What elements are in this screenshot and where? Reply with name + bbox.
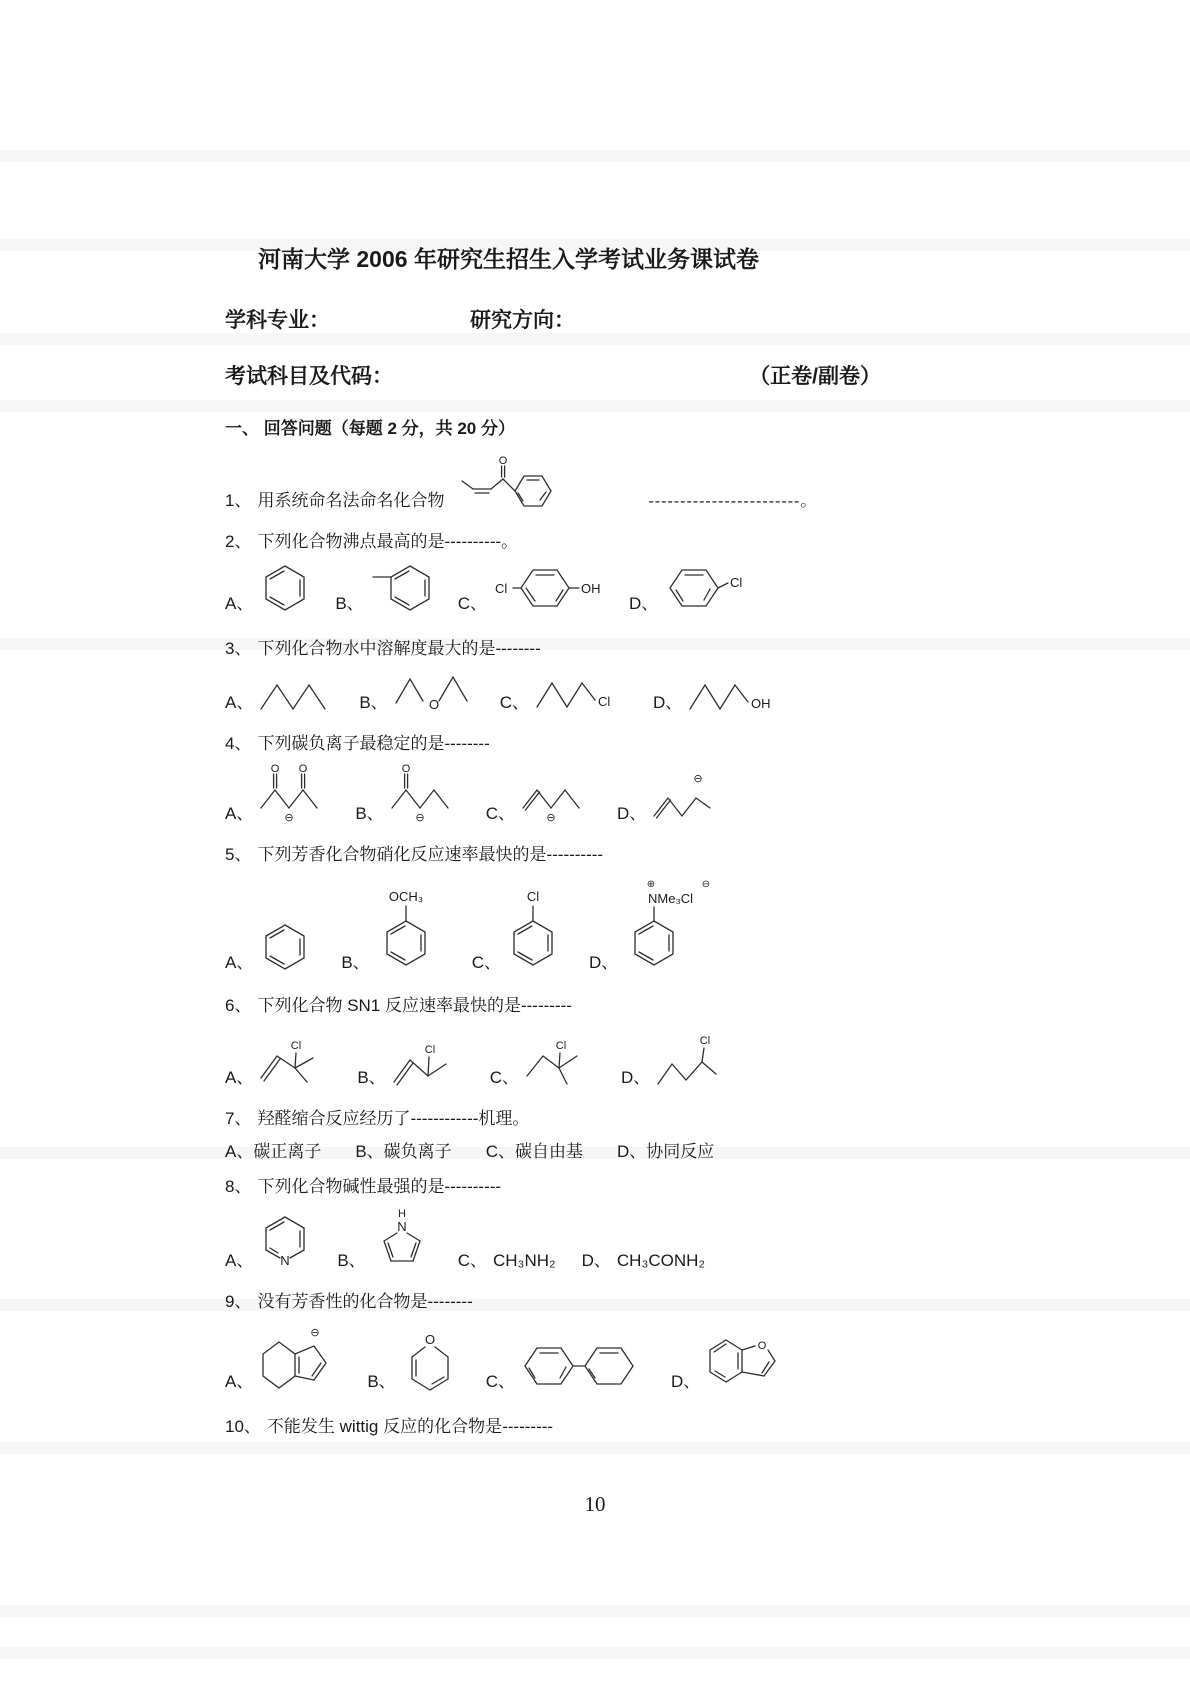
option-a: A、 ⊖ xyxy=(225,1326,339,1392)
option-d: D、 CH₃CONH₂ xyxy=(581,1251,706,1270)
question-1-text: 1、 用系统命名法命名化合物 xyxy=(225,491,445,510)
structure-chlorobutane xyxy=(535,673,623,713)
section-heading: 一、 回答问题（每题 2 分，共 20 分） xyxy=(225,419,515,438)
option-label-d: D、 xyxy=(628,594,659,613)
option-c: C、 Cl xyxy=(500,673,623,713)
structure-pentane xyxy=(259,673,329,713)
minus-charge-icon: ⊖ xyxy=(702,879,711,890)
o-label: O xyxy=(401,764,410,775)
structure-pyrrole xyxy=(372,1207,432,1271)
question-3-text: 3、 下列化合物水中溶解度最大的是-------- xyxy=(225,639,541,658)
option-c: C、 Cl xyxy=(490,1026,585,1088)
oh-label: OH xyxy=(580,581,601,596)
o-label: O xyxy=(271,764,280,775)
option-b xyxy=(335,562,433,614)
question-3-options xyxy=(225,669,965,713)
minus-charge-icon: ⊖ xyxy=(284,812,294,824)
question-5-text: 5、 下列芳香化合物硝化反应速率最快的是---------- xyxy=(225,845,604,864)
option-d: D、协同反应 xyxy=(616,1142,715,1161)
h-label: H xyxy=(397,1208,406,1220)
question-7-text: 7、 羟醛缩合反应经历了------------机理。 xyxy=(225,1109,530,1128)
structure-chlorobenzene xyxy=(664,562,748,614)
structure-q1-phenyl-butenone xyxy=(458,453,556,511)
option-d: D、 OH xyxy=(653,673,780,713)
option-label-b: B、 xyxy=(335,594,364,613)
option-b: B、 OCH₃ xyxy=(341,887,441,973)
option-d: D、 ⊕ NMe₃Cl ⊖ xyxy=(589,875,716,973)
option-c: C、 xyxy=(486,1340,643,1392)
structure-chloromethyl-butene-tertiary-allylic xyxy=(259,1026,321,1088)
oh-label: OH xyxy=(751,696,771,711)
option-label-a: A、 xyxy=(225,594,254,613)
plus-charge-icon: ⊕ xyxy=(647,879,656,890)
question-1 xyxy=(225,453,965,511)
question-9-options xyxy=(225,1326,965,1392)
question-4-text: 4、 下列碳负离子最稳定的是-------- xyxy=(225,734,490,753)
n-label: N xyxy=(280,1253,291,1268)
option-c xyxy=(458,562,605,614)
option-c: C、 CH₃NH₂ xyxy=(457,1251,556,1270)
option-b: B、 O ⊖ xyxy=(355,764,451,824)
structure-anisole xyxy=(376,887,442,973)
option-c: C、碳自由基 xyxy=(485,1142,583,1161)
question-6-options xyxy=(225,1026,965,1088)
structure-diketone-carbanion xyxy=(259,764,321,824)
cl-label: Cl xyxy=(730,575,743,590)
o-label: O xyxy=(424,1332,435,1347)
structure-toluene xyxy=(370,562,434,614)
course-code-label: 考试科目及代码： xyxy=(225,365,393,388)
option-a: A、 Cl xyxy=(225,1026,321,1088)
question-5-options xyxy=(225,875,965,973)
methylamine-formula: CH₃NH₂ xyxy=(492,1251,556,1270)
page-number: 10 xyxy=(584,1492,606,1516)
subject-label: 学科专业： xyxy=(225,309,330,332)
cl-label: Cl xyxy=(700,1035,711,1047)
structure-benzene xyxy=(259,921,311,973)
cl-label: Cl xyxy=(526,889,540,904)
option-a: A、 O O ⊖ xyxy=(225,764,321,824)
option-d: D、 ⊖ xyxy=(617,768,718,824)
structure-ketone-carbanion xyxy=(390,764,452,824)
structure-pentenyl-carbanion xyxy=(652,768,718,824)
option-c: C、 ⊖ xyxy=(486,768,583,824)
question-10-text: 10、 不能发生 wittig 反应的化合物是--------- xyxy=(225,1417,554,1436)
structure-tetrahydroindenyl-anion xyxy=(259,1326,339,1392)
option-b: B、 Cl xyxy=(357,1026,453,1088)
structure-phenyl-cyclohexadiene xyxy=(521,1340,643,1392)
question-7-options xyxy=(225,1137,965,1162)
structure-chlorophenol xyxy=(493,562,605,614)
meta-row-2 xyxy=(225,360,965,390)
o-label: O xyxy=(499,455,508,467)
och3-label: OCH₃ xyxy=(388,889,423,904)
page-title: 河南大学 2006 年研究生招生入学考试业务课试卷 xyxy=(258,246,759,272)
option-b: B、碳负离子 xyxy=(355,1142,452,1161)
question-6-text: 6、 下列化合物 SN1 反应速率最快的是--------- xyxy=(225,996,572,1015)
question-9-text: 9、 没有芳香性的化合物是-------- xyxy=(225,1292,473,1311)
cl-label: Cl xyxy=(291,1040,302,1052)
option-d: D、 Cl xyxy=(621,1026,724,1088)
option-c: C、 Cl xyxy=(472,887,559,973)
option-b: B、 O xyxy=(367,1332,457,1392)
o-label: O xyxy=(428,697,439,712)
cl-label: Cl xyxy=(555,1040,567,1052)
structure-diethyl-ether xyxy=(394,669,470,713)
cl-label: Cl xyxy=(597,694,611,709)
question-2-options xyxy=(225,562,965,614)
structure-phenyltrimethylammonium-chloride xyxy=(624,875,716,973)
question-1-number: 1、 xyxy=(225,491,252,510)
scan-stripe xyxy=(0,1605,1190,1617)
o-label: O xyxy=(299,764,308,775)
structure-chlorobenzene-top xyxy=(507,887,559,973)
option-d xyxy=(629,562,748,614)
option-d: D、 O xyxy=(671,1332,786,1392)
structure-benzofuran xyxy=(706,1332,786,1392)
option-a xyxy=(225,562,311,614)
direction-label: 研究方向： xyxy=(470,309,575,332)
question-2-text: 2、 下列化合物沸点最高的是----------。 xyxy=(225,532,519,551)
structure-pyridine xyxy=(259,1213,311,1271)
question-1-blank: ------------------------。 xyxy=(648,493,818,510)
structure-pyran xyxy=(402,1332,458,1392)
option-a: A、碳正离子 xyxy=(225,1142,322,1161)
option-a: A、 N xyxy=(225,1213,311,1271)
acetamide-formula: CH₃CONH₂ xyxy=(616,1251,706,1270)
option-a: A、 xyxy=(225,921,311,973)
cl-label: Cl xyxy=(494,581,508,596)
structure-butanol xyxy=(688,673,780,713)
structure-chloropentane-secondary xyxy=(656,1026,724,1088)
minus-charge-icon: ⊖ xyxy=(310,1327,320,1339)
cl-label: Cl xyxy=(424,1044,435,1056)
minus-charge-icon: ⊖ xyxy=(693,773,703,785)
structure-allylic-carbanion xyxy=(521,768,583,824)
paper-type-label: （正卷/副卷） xyxy=(749,365,881,388)
minus-charge-icon: ⊖ xyxy=(546,812,556,824)
n-label: N xyxy=(396,1219,407,1234)
meta-row-1 xyxy=(225,304,965,334)
minus-charge-icon: ⊖ xyxy=(415,812,425,824)
nme3cl-label: NMe₃Cl xyxy=(648,891,694,906)
structure-benzene xyxy=(259,562,311,614)
structure-chloro-methylbutane-tertiary xyxy=(525,1026,585,1088)
scan-stripe xyxy=(0,1647,1190,1659)
option-b: B、 H N xyxy=(337,1207,431,1271)
question-8-options xyxy=(225,1207,965,1271)
scan-stripe xyxy=(0,1442,1190,1454)
o-label: O xyxy=(757,1340,767,1352)
option-b: B、 O xyxy=(359,669,469,713)
structure-chlorobutene-secondary-allylic xyxy=(392,1026,454,1088)
question-4-options xyxy=(225,764,965,824)
option-a: A、 xyxy=(225,673,329,713)
question-8-text: 8、 下列化合物碱性最强的是---------- xyxy=(225,1177,502,1196)
option-label-c: C、 xyxy=(457,594,487,613)
